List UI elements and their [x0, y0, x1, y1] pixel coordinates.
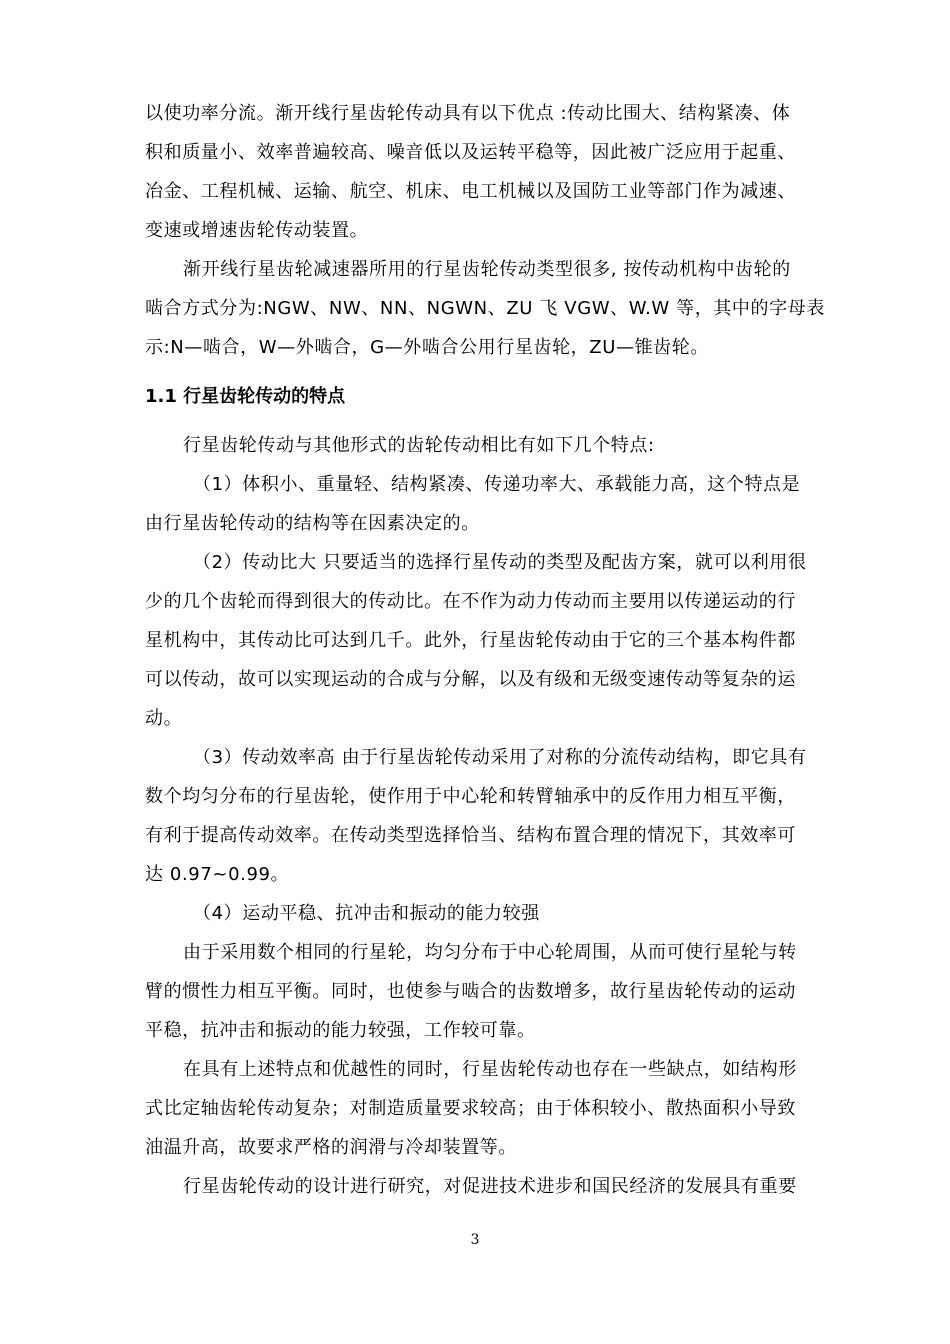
section-heading: 1.1 行星齿轮传动的特点	[145, 386, 346, 407]
text-line: 数个均匀分布的行星齿轮，使作用于中心轮和转臂轴承中的反作用力相互平衡，	[145, 786, 796, 807]
text-line: 可以传动，故可以实现运动的合成与分解，以及有级和无级变速传动等复杂的运	[145, 669, 796, 690]
text-line: 示:N—啮合，W—外啮合，G—外啮合公用行星齿轮，ZU—锥齿轮。	[145, 337, 709, 358]
text-line: 油温升高，故要求严格的润滑与冷却装置等。	[145, 1137, 517, 1158]
text-line: 积和质量小、效率普遍较高、噪音低以及运转平稳等，因此被广泛应用于起重、	[145, 142, 796, 163]
paragraph-feature-4	[145, 894, 810, 1050]
text-line: 由行星齿轮传动的结构等在因素决定的。	[145, 513, 480, 534]
paragraph-feature-1	[145, 465, 810, 543]
paragraph-intro	[145, 94, 810, 250]
paragraph-feature-3	[145, 738, 810, 894]
paragraph-types	[145, 250, 825, 367]
text-line: 式比定轴齿轮传动复杂；对制造质量要求较高；由于体积较小、散热面积小导致	[145, 1098, 796, 1119]
text-line: 在具有上述特点和优越性的同时，行星齿轮传动也存在一些缺点，如结构形	[183, 1059, 797, 1080]
text-line: （1）体积小、重量轻、结构紧凑、传递功率大、承载能力高，这个特点是	[193, 474, 801, 495]
text-line: 少的几个齿轮而得到很大的传动比。在不作为动力传动而主要用以传递运动的行	[145, 591, 796, 612]
text-line: 行星齿轮传动与其他形式的齿轮传动相比有如下几个特点:	[183, 435, 655, 456]
text-line: 由于采用数个相同的行星轮，均匀分布于中心轮周围，从而可使行星轮与转	[183, 942, 797, 963]
text-line: 达 0.97~0.99。	[145, 864, 290, 885]
paragraph-research	[145, 1167, 810, 1206]
text-line: 变速或增速齿轮传动装置。	[145, 220, 369, 241]
text-line: 动。	[145, 708, 183, 729]
paragraph-features-intro	[145, 426, 810, 465]
text-line: 有利于提高传动效率。在传动类型选择恰当、结构布置合理的情况下，其效率可	[145, 825, 796, 846]
text-line: 以使功率分流。渐开线行星齿轮传动具有以下优点 :传动比围大、结构紧凑、体	[145, 103, 791, 124]
page-number: 3	[470, 1232, 480, 1248]
paragraph-drawbacks	[145, 1050, 810, 1167]
paragraph-feature-2	[145, 543, 810, 738]
text-line: 星机构中，其传动比可达到几千。此外，行星齿轮传动由于它的三个基本构件都	[145, 630, 796, 651]
text-line: 冶金、工程机械、运输、航空、机床、电工机械以及国防工业等部门作为减速、	[145, 181, 796, 202]
text-line: （4）运动平稳、抗冲击和振动的能力较强	[193, 903, 540, 924]
text-line: 臂的惯性力相互平衡。同时，也使参与啮合的齿数增多，故行星齿轮传动的运动	[145, 981, 796, 1002]
text-line: 行星齿轮传动的设计进行研究，对促进技术进步和国民经济的发展具有重要	[183, 1176, 797, 1197]
text-line: 渐开线行星齿轮减速器所用的行星齿轮传动类型很多, 按传动机构中齿轮的	[183, 259, 791, 280]
text-line: （3）传动效率高 由于行星齿轮传动采用了对称的分流传动结构，即它具有	[193, 747, 807, 768]
text-line: 平稳，抗冲击和振动的能力较强，工作较可靠。	[145, 1020, 536, 1041]
text-line: 啮合方式分为:NGW、NW、NN、NGWN、ZU 飞 VGW、W.W 等，其中的字母表	[145, 298, 825, 319]
text-line: （2）传动比大 只要适当的选择行星传动的类型及配齿方案，就可以利用很	[193, 552, 807, 573]
document-page	[145, 94, 825, 1206]
